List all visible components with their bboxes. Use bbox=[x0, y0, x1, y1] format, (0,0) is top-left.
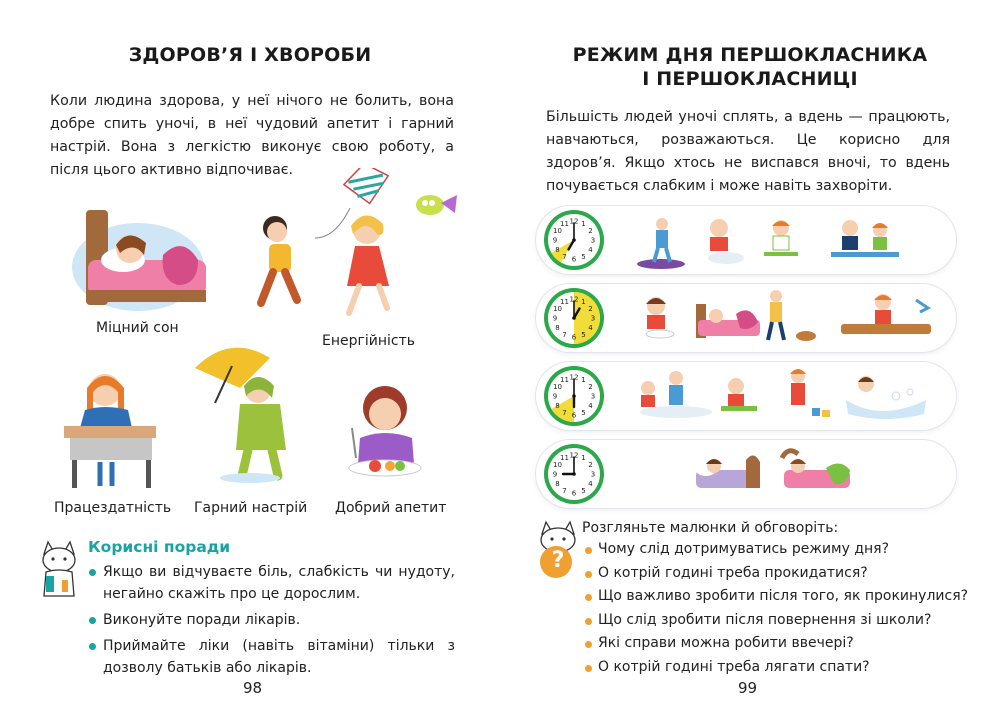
routine-row-morning bbox=[536, 206, 956, 274]
clock-numeral: 8 bbox=[555, 246, 560, 255]
clock-numeral: 1 bbox=[581, 220, 586, 229]
clock-numeral: 3 bbox=[590, 470, 596, 479]
clock-icon bbox=[544, 444, 604, 504]
clock-numeral: 11 bbox=[560, 298, 569, 307]
tips-item: Приймайте ліки (навіть вітаміни) тільки з дозволу батьків або лікарів. bbox=[87, 635, 455, 679]
clock-numeral: 9 bbox=[552, 236, 558, 245]
right-page-title-line1: РЕЖИМ ДНЯ ПЕРШОКЛАСНИКА bbox=[572, 44, 928, 66]
clock-numeral: 12 bbox=[569, 295, 579, 304]
routine-row-evening bbox=[536, 362, 956, 430]
clock-numeral: 8 bbox=[555, 480, 560, 489]
clock-numeral: 12 bbox=[569, 217, 579, 226]
clock-numeral: 10 bbox=[553, 227, 562, 236]
clock-numeral: 1 bbox=[581, 298, 586, 307]
page-number-left: 98 bbox=[243, 679, 263, 697]
routine-midday-illustration bbox=[536, 284, 956, 352]
caption-work: Працездатність bbox=[54, 500, 172, 516]
caption-appetite: Добрий апетит bbox=[335, 500, 447, 516]
clock-numeral: 3 bbox=[590, 392, 596, 401]
clock-numeral: 5 bbox=[581, 253, 586, 262]
clock-numeral: 4 bbox=[588, 246, 593, 255]
clock-numeral: 11 bbox=[560, 220, 569, 229]
clock-numeral: 12 bbox=[569, 451, 579, 460]
clock-numeral: 7 bbox=[562, 487, 567, 496]
clock-numeral: 1 bbox=[581, 454, 586, 463]
question-item: Які справи можна робити ввечері? bbox=[584, 632, 968, 656]
questions-list bbox=[584, 538, 968, 680]
clock-numeral: 6 bbox=[571, 489, 577, 498]
boy-eating-illustration bbox=[340, 378, 430, 488]
clock-icon bbox=[544, 210, 604, 270]
sleeping-girl-illustration bbox=[68, 205, 208, 315]
left-intro-paragraph: Коли людина здорова, у неї нічого не болить, вона добре спить уночі, в неї чудовий апетит і гарний настрій. Вона з легкістю виконує свою роботу, а після цього активно відпочиває. bbox=[50, 93, 454, 178]
clock-numeral: 5 bbox=[581, 409, 586, 418]
question-item: О котрій годині треба лягати спати? bbox=[584, 656, 968, 680]
clock-numeral: 7 bbox=[562, 331, 567, 340]
clock-numeral: 9 bbox=[552, 392, 558, 401]
caption-mood: Гарний настрій bbox=[194, 500, 308, 516]
caption-energy: Енергійність bbox=[322, 333, 415, 349]
clock-numeral: 7 bbox=[562, 253, 567, 262]
question-item: Що важливо зробити після того, як прокинулися? bbox=[584, 585, 968, 609]
clock-numeral: 9 bbox=[552, 470, 558, 479]
caption-sleep: Міцний сон bbox=[96, 320, 179, 336]
tips-item: Виконуйте поради лікарів. bbox=[87, 609, 455, 631]
clock-numeral: 8 bbox=[555, 402, 560, 411]
clock-numeral: 4 bbox=[588, 402, 593, 411]
clock-numeral: 3 bbox=[590, 236, 596, 245]
routine-row-midday bbox=[536, 284, 956, 352]
clock-numeral: 12 bbox=[569, 373, 579, 382]
clock-numeral: 11 bbox=[560, 376, 569, 385]
routine-night-illustration bbox=[536, 440, 956, 508]
clock-numeral: 4 bbox=[588, 324, 593, 333]
question-item: Що слід зробити після повернення зі школи? bbox=[584, 609, 968, 633]
clock-numeral: 2 bbox=[588, 227, 593, 236]
right-page bbox=[500, 0, 1000, 721]
clock-numeral: 2 bbox=[588, 305, 593, 314]
right-intro-paragraph: Більшість людей уночі сплять, а вдень — працюють, навчаються, розважаються. Це корисно для здоров’я. Якщо хтось не виспався вночі, то вдень почувається слабким і може навіть захворіти. bbox=[546, 109, 950, 194]
clock-numeral: 7 bbox=[562, 409, 567, 418]
routine-evening-illustration bbox=[536, 362, 956, 430]
left-page-title: ЗДОРОВ’Я І ХВОРОБИ bbox=[128, 44, 372, 66]
clock-numeral: 6 bbox=[571, 255, 577, 264]
clock-icon bbox=[544, 288, 604, 348]
clock-numeral: 10 bbox=[553, 383, 562, 392]
clock-numeral: 1 bbox=[581, 376, 586, 385]
questions-heading: Розгляньте малюнки й обговоріть: bbox=[582, 520, 839, 536]
clock-numeral: 11 bbox=[560, 454, 569, 463]
routine-morning-illustration bbox=[536, 206, 956, 274]
clock-numeral: 10 bbox=[553, 461, 562, 470]
clock-numeral: 6 bbox=[571, 411, 577, 420]
clock-numeral: 2 bbox=[588, 383, 593, 392]
cat-mascot-icon bbox=[36, 540, 82, 600]
clock-numeral: 6 bbox=[571, 333, 577, 342]
clock-numeral: 2 bbox=[588, 461, 593, 470]
kid-with-umbrella-illustration bbox=[190, 338, 310, 488]
clock-numeral: 9 bbox=[552, 314, 558, 323]
clock-numeral: 4 bbox=[588, 480, 593, 489]
clock-numeral: 5 bbox=[581, 331, 586, 340]
question-item: О котрій годині треба прокидатися? bbox=[584, 562, 968, 586]
question-mark-icon: ? bbox=[551, 548, 565, 573]
tips-item: Якщо ви відчуваєте біль, слабкість чи нудоту, негайно скажіть про це дорослим. bbox=[87, 561, 455, 605]
routine-row-night bbox=[536, 440, 956, 508]
clock-numeral: 10 bbox=[553, 305, 562, 314]
clock-numeral: 5 bbox=[581, 487, 586, 496]
right-page-title-line2: І ПЕРШОКЛАСНИЦІ bbox=[642, 68, 858, 90]
kids-with-kite-illustration bbox=[255, 168, 465, 328]
clock-icon bbox=[544, 366, 604, 426]
tips-list bbox=[87, 561, 455, 683]
clock-numeral: 8 bbox=[555, 324, 560, 333]
question-item: Чому слід дотримуватись режиму дня? bbox=[584, 538, 968, 562]
clock-numeral: 3 bbox=[590, 314, 596, 323]
page-number-right: 99 bbox=[738, 679, 758, 697]
tips-title: Корисні поради bbox=[88, 538, 231, 556]
girl-at-desk-illustration bbox=[60, 362, 160, 492]
